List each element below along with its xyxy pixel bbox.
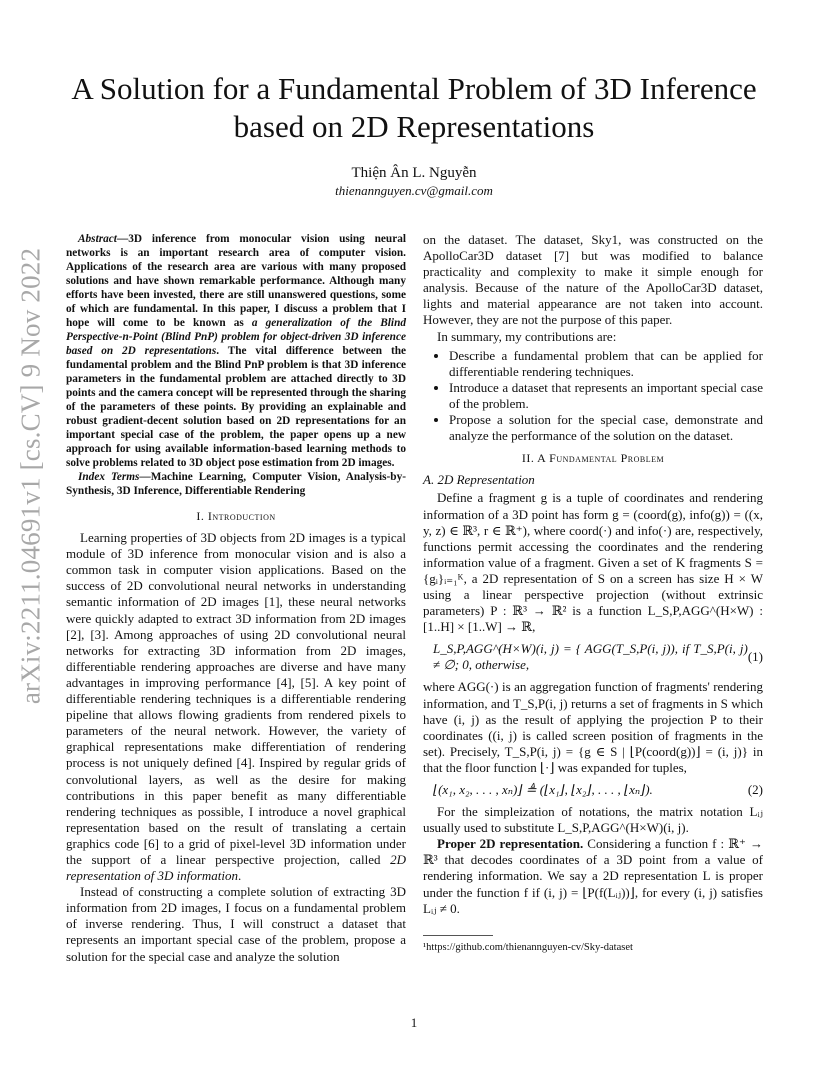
- continued-paragraph: on the dataset. The dataset, Sky1, was constructed on the ApolloCar3D dataset [7] but was modified to balance practicality and complexity to make it simple enough for analysis. Because of the nature of the ApolloCar3D dataset, lights and material appearance are not taken into account. However, they are not the purpose of this paper.: [423, 232, 763, 328]
- index-terms-lead: Index Terms: [78, 471, 140, 483]
- proper-lead: Proper 2D representation.: [437, 836, 584, 852]
- intro-paragraph-2: Instead of constructing a complete solution of extracting 3D information from 2D images, I focus on a fundamental problem of inverse rendering. Thus, I will construct a dataset that represents an important special case of the problem, propose a solution for the special case and analyze the solution: [66, 884, 406, 964]
- abstract-emphasis: a generalization of the Blind Perspective-n-Point (Blind PnP) problem for object-driven 3D inference based on 2D representations: [66, 317, 406, 357]
- proper-paragraph: [423, 836, 763, 916]
- intro-paragraph-1: [66, 530, 406, 884]
- contributions-list: [423, 348, 763, 445]
- footnote-divider: [423, 935, 493, 936]
- proper-text: Considering a function f : ℝ⁺ → ℝ³ that decodes coordinates of a 3D point from a value of rendering information. We say a 2D representation L is proper under the function f if (i, j) = ⌊P(f(Lᵢⱼ))⌋, for every (i, j) satisfies Lᵢⱼ ≠ 0.: [423, 836, 763, 916]
- equation-2: [423, 782, 763, 798]
- index-terms-text: —Machine Learning, Computer Vision, Analysis-by-Synthesis, 3D Inference, Differentiable Rendering: [66, 471, 406, 497]
- simplification-paragraph: For the simpleization of notations, the matrix notation Lᵢⱼ usually used to substitute L_S,P,AGG^(H×W)(i, j).: [423, 804, 763, 836]
- left-column: [66, 232, 406, 965]
- index-terms: [66, 470, 406, 498]
- contribution-item: • Propose a solution for the special case, demonstrate and analyze the performance of the solution on the dataset.: [449, 412, 763, 444]
- section-heading-introduction: I. Introduction: [196, 509, 276, 523]
- abstract-lead: Abstract: [78, 233, 117, 245]
- subsection-heading: A. 2D Representation: [423, 472, 535, 488]
- abstract: [66, 232, 406, 470]
- where-paragraph: where AGG(·) is an aggregation function of fragments' rendering information, and T_S,P(i, j) returns a set of fragments in S which have (i, j) as the result of applying the projection P to their coordinates ((i, j) is called screen position of fragments in the set). Precisely, T_S,P(i, j) = {g ∈ S | ⌊P(coord(g))⌋ = (i, j)} in that the floor function ⌊·⌋ was expanded for tuples,: [423, 679, 763, 775]
- author-email: thienannguyen.cv@gmail.com: [335, 183, 493, 198]
- page-number: 1: [410, 1015, 418, 1030]
- equation-1: [423, 641, 763, 673]
- contribution-item: • Describe a fundamental problem that can be applied for differentiable rendering techniques.: [449, 348, 763, 380]
- contribution-item: • Introduce a dataset that represents an important special case of the problem.: [449, 380, 763, 412]
- author-name: Thiện Ân L. Nguyễn: [351, 165, 477, 181]
- footnote[interactable]: ¹https://github.com/thienannguyen-cv/Sky-dataset: [423, 941, 633, 953]
- intro-p1-text: Learning properties of 3D objects from 2D images is a typical module of 3D inference from monocular vision and is also a common task in computer vision applications. Based on the success of 2D convolutional neural networks in understanding semantic information of 2D images [1], these neural networks were quickly adapted to extract 3D information from 2D images [2], [3]. Among approaches of using 2D convolutional neural networks for extracting 3D information from 2D images, differentiable rendering approaches are diverse and have many advantages in improving performance [4], [5]. A key point of differentiable rendering techniques is a differentiable rendering pipeline that allows flowing gradients from rendered pixels to parameters of the neural network. However, the variety of graphical representations make differentiation of rendering process is not uniquely defined [4]. Inspired by regular grids of convolutional layers, as well as the desire for making contributions in this paper benefit as many differentiable rendering techniques as possible, I introduce a novel graphical representation based on the result of translating a certain graphics code [6] to a grid of pixel-level 3D information under the support of a linear perspective projection, called: [66, 530, 406, 867]
- arxiv-stamp: [4, 247, 58, 705]
- arxiv-stamp-text: arXiv:2211.04691v1 [cs.CV] 9 Nov 2022: [15, 247, 46, 705]
- equation-1-body: L_S,P,AGG^(H×W)(i, j) = { AGG(T_S,P(i, j)), if T_S,P(i, j) ≠ ∅; 0, otherwise,: [433, 641, 748, 673]
- paper-title: A Solution for a Fundamental Problem of 3D Inference based on 2D Representations: [71, 71, 757, 144]
- definition-paragraph: Define a fragment g is a tuple of coordinates and rendering information of a 3D point has form g = (coord(g), info(g)) = ((x, y, z) ∈ ℝ³, r ∈ ℝ⁺), where coord(·) and info(·) are, respectively, functions permit accessing the coordinates and the rendering information value of a fragment. Given a set of K fragments S = {gᵢ}ᵢ₌₁ᴷ, a 2D representation of S on a screen has size H × W using a linear perspective projection (without extrinsic parameters) P : ℝ³ → ℝ² is a function L_S,P,AGG^(H×W) : [1..H] × [1..W] → ℝ,: [423, 490, 763, 635]
- equation-2-number: (2): [747, 782, 763, 797]
- section-heading-fundamental-problem: II. A Fundamental Problem: [521, 451, 665, 466]
- abstract-text-2: . The vital difference between the fundamental problem and the Blind PnP problem is that 3D inference parameters in the fundamental problem are attached directly to 3D points and the camera concept will be represented through the sharing of the parameters of these points. By providing an explainable and robust gradient-decent solution based on 2D representations for an important special case of the problem, the paper opens up a new approach for using available information-based learning methods to solve problems related to 3D object pose estimation from 2D images.: [66, 345, 407, 469]
- equation-2-body: ⌊(x₁, x₂, . . . , xₙ)⌋ ≜ (⌊x₁⌋, ⌊x₂⌋, . . . , ⌊xₙ⌋).: [433, 782, 653, 797]
- intro-p1-emphasis: 2D representation of 3D information: [66, 851, 406, 884]
- equation-1-number: (1): [747, 649, 763, 665]
- summary-intro: In summary, my contributions are:: [437, 328, 617, 344]
- abstract-text-1: —3D inference from monocular vision using neural networks is an important research area of computer vision. Applications of the research area are various with many proposed solutions and have shown remarkable performance. Although many efforts have been invested, there are still unanswered questions, some of which are fundamental. In this paper, I discuss a problem that I hope will come to be known as: [66, 233, 406, 329]
- intro-p1-end: .: [238, 868, 242, 884]
- right-column: [423, 232, 763, 956]
